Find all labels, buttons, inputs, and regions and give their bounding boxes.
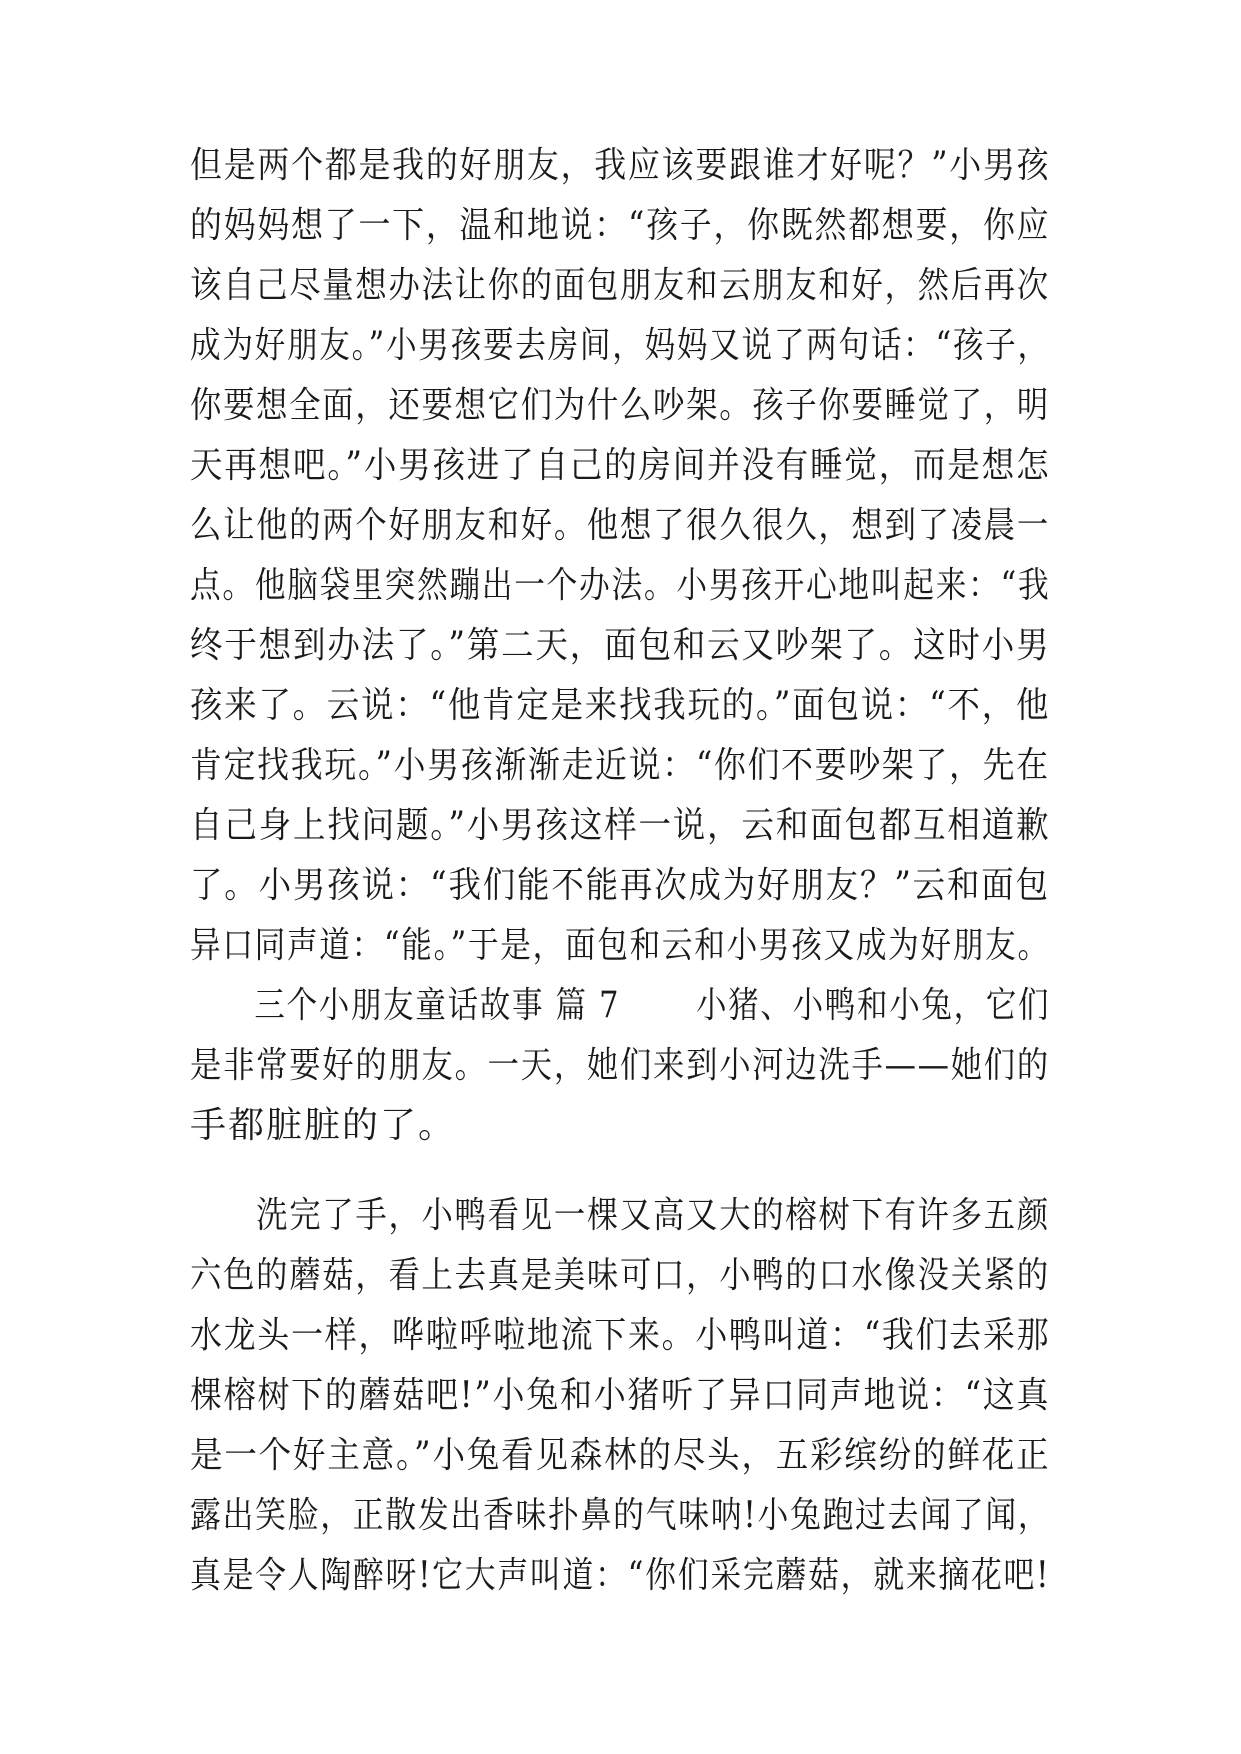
text-line: 你要想全面，还要想它们为什么吵架。孩子你要睡觉了，明	[190, 385, 1050, 426]
text-line: 么让他的两个好朋友和好。他想了很久很久，想到了凌晨一	[190, 505, 1050, 546]
text-line: 成为好朋友。”小男孩要去房间，妈妈又说了两句话：“孩子，	[190, 325, 1050, 366]
body-text	[190, 136, 1050, 1606]
text-line: 异口同声道：“能。”于是，面包和云和小男孩又成为好朋友。	[190, 925, 1050, 966]
text-line: 六色的蘑菇，看上去真是美味可口，小鸭的口水像没关紧的	[190, 1255, 1050, 1296]
text-line: 了。小男孩说：“我们能不能再次成为好朋友？”云和面包	[190, 865, 1050, 906]
text-line: 洗完了手，小鸭看见一棵又高又大的榕树下有许多五颜	[190, 1195, 1050, 1236]
text-line: 该自己尽量想办法让你的面包朋友和云朋友和好，然后再次	[190, 265, 1050, 306]
text-line: 自己身上找问题。”小男孩这样一说，云和面包都互相道歉	[190, 805, 1051, 846]
text-line: 是一个好主意。”小兔看见森林的尽头，五彩缤纷的鲜花正	[190, 1435, 1051, 1476]
text-line: 水龙头一样，哗啦呼啦地流下来。小鸭叫道：“我们去采那	[190, 1315, 1051, 1356]
text-line: 露出笑脸，正散发出香味扑鼻的气味呐!小兔跑过去闻了闻，	[190, 1495, 1051, 1536]
text-line: 肯定找我玩。”小男孩渐渐走近说：“你们不要吵架了，先在	[190, 745, 1050, 786]
text-line: 孩来了。云说：“他肯定是来找我玩的。”面包说：“不，他	[190, 685, 1051, 726]
text-line: 棵榕树下的蘑菇吧!”小兔和小猪听了异口同声地说：“这真	[190, 1375, 1051, 1416]
text-line: 天再想吧。”小男孩进了自己的房间并没有睡觉，而是想怎	[190, 445, 1051, 486]
text-line: 是非常要好的朋友。一天，她们来到小河边洗手——她们的	[190, 1045, 1050, 1086]
text-line: 终于想到办法了。”第二天，面包和云又吵架了。这时小男	[190, 625, 1051, 666]
section-heading-line: 三个小朋友童话故事 篇 7 小猪、小鸭和小兔，它们	[190, 985, 1051, 1026]
text-line: 手都脏脏的了。	[190, 1105, 457, 1146]
text-line: 点。他脑袋里突然蹦出一个办法。小男孩开心地叫起来：“我	[190, 565, 1051, 606]
text-line: 但是两个都是我的好朋友，我应该要跟谁才好呢？”小男孩	[190, 145, 1051, 186]
text-line: 的妈妈想了一下，温和地说：“孩子，你既然都想要，你应	[190, 205, 1051, 246]
text-line: 真是令人陶醉呀!它大声叫道：“你们采完蘑菇，就来摘花吧!	[190, 1555, 1051, 1596]
